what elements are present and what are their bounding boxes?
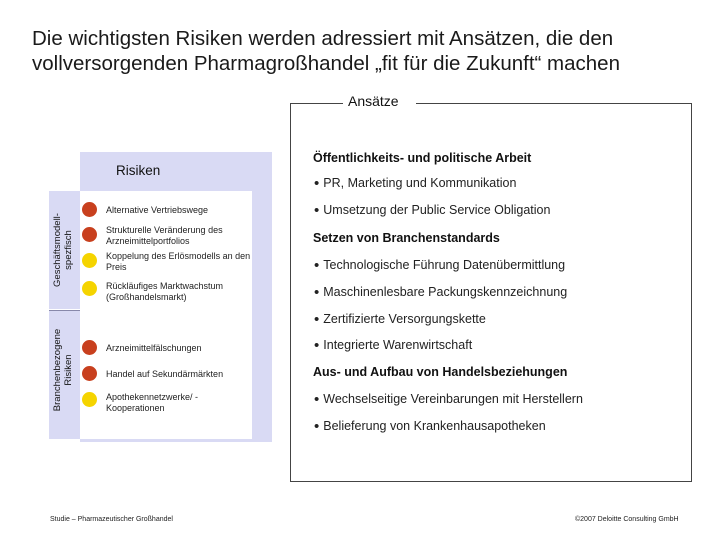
section-heading: Aus- und Aufbau von Handelsbeziehungen: [313, 365, 568, 379]
risk-item: Strukturelle Veränderung des Arzneimittelportfolios: [106, 225, 223, 246]
risk-item: Rückläufiges Marktwachstum (Großhandelsmarkt): [106, 281, 224, 302]
footer-copyright: ©2007 Deloitte Consulting GmbH: [575, 516, 679, 523]
risk-level-dot-yellow: [82, 253, 97, 268]
risk-item: Arzneimittelfälschungen: [106, 343, 202, 353]
bullet-item: • PR, Marketing und Kommunikation: [314, 175, 517, 192]
risk-item: Apothekennetzwerke/ -Kooperationen: [106, 392, 199, 413]
frame-top-border-left: [290, 103, 316, 104]
bullet-item: • Zertifizierte Versorgungskette: [314, 311, 486, 328]
footer-source: Studie – Pharmazeutischer Großhandel: [50, 516, 173, 523]
risk-level-dot-yellow: [82, 392, 97, 407]
risk-level-dot-red: [82, 227, 97, 242]
title-line-1: Die wichtigsten Risiken werden adressiert mit Ansätzen, die den: [32, 27, 614, 50]
risk-level-dot-red: [82, 202, 97, 217]
risk-item: Handel auf Sekundärmärkten: [106, 369, 224, 379]
risk-level-dot-red: [82, 366, 97, 381]
risk-level-dot-red: [82, 340, 97, 355]
frame-top-border-mid: [316, 103, 343, 104]
section-heading: Setzen von Branchenstandards: [313, 231, 500, 245]
group1-label: Geschäftsmodell- spezfisch: [52, 213, 74, 287]
risk-item: Koppelung des Erlösmodells an den Preis: [106, 251, 251, 272]
section-heading: Öffentlichkeits- und politische Arbeit: [313, 151, 532, 165]
risk-level-dot-yellow: [82, 281, 97, 296]
group2-label: Branchenbezogene Risiken: [52, 328, 74, 412]
bullet-item: • Maschinenlesbare Packungskennzeichnung: [314, 284, 568, 301]
risk-item: Alternative Vertriebswege: [106, 205, 209, 215]
frame-top-border-right: [416, 103, 691, 104]
title-line-2: vollversorgenden Pharmagroßhandel „fit für die Zukunft“ machen: [32, 52, 620, 75]
bullet-item: • Umsetzung der Public Service Obligation: [314, 202, 551, 219]
bullet-item: • Belieferung von Krankenhausapotheken: [314, 418, 546, 435]
bullet-item: • Wechselseitige Vereinbarungen mit Herstellern: [314, 391, 583, 408]
risk-panel-title: Risiken: [116, 163, 161, 178]
page-title: [32, 26, 702, 76]
bullet-item: • Technologische Führung Datenübermittlung: [314, 257, 566, 274]
bullet-item: • Integrierte Warenwirtschaft: [314, 337, 473, 354]
ansaetze-label: Ansätze: [348, 93, 399, 109]
